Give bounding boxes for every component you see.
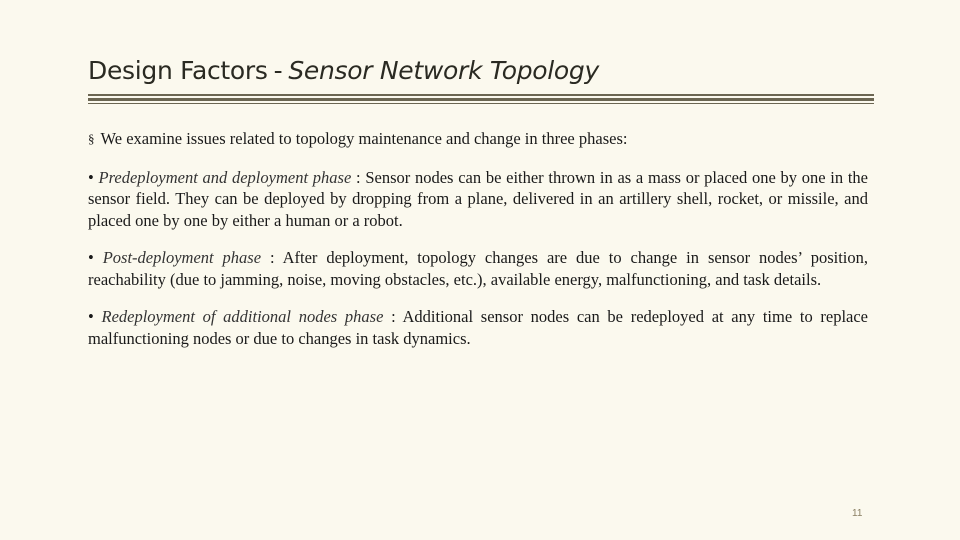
phase-predeployment xyxy=(88,167,868,232)
phase-text: After deployment, topology changes are due to change in sensor nodes’ position, reachability (due to jamming, noise, moving obstacles, etc.), available energy, malfunctioning, and task details. xyxy=(88,248,869,289)
section-bullet-icon: § xyxy=(88,131,95,146)
phase-text: Additional sensor nodes can be redeployed at any time to replace malfunctioning nodes or due to changes in task dynamics. xyxy=(88,307,869,348)
bullet-dot-icon: • xyxy=(88,167,94,187)
phase-separator: : xyxy=(391,307,396,326)
phase-term: Post-deployment phase xyxy=(102,248,262,267)
intro-text: We examine issues related to topology maintenance and change in three phases: xyxy=(100,129,628,148)
phase-post-deployment xyxy=(88,247,868,290)
title-rule-bottom xyxy=(88,103,874,104)
page-number: 11 xyxy=(852,508,863,519)
title-main: Design Factors xyxy=(88,56,268,85)
bullet-dot-icon: • xyxy=(88,248,94,267)
slide-body xyxy=(88,128,868,365)
intro-bullet xyxy=(88,128,868,151)
phase-term: Predeployment and deployment phase xyxy=(98,167,352,187)
title-rule-middle xyxy=(88,98,874,101)
phase-separator: : xyxy=(356,167,361,187)
phase-redeployment xyxy=(88,306,868,349)
bullet-dot-icon: • xyxy=(88,307,94,326)
phase-text: Sensor nodes can be either thrown in as a mass or placed one by one in the sensor field. They can be deployed by dropping from a plane, delivered in an artillery shell, rocket, or missile, and placed one by one by either a human or a robot. xyxy=(88,167,869,230)
title-separator: - xyxy=(273,56,283,85)
title-rule-top xyxy=(88,94,874,96)
phase-separator: : xyxy=(269,248,275,267)
slide-title xyxy=(88,56,599,85)
title-italic: Sensor Network Topology xyxy=(288,56,599,85)
phase-term: Redeployment of additional nodes phase xyxy=(101,307,384,326)
